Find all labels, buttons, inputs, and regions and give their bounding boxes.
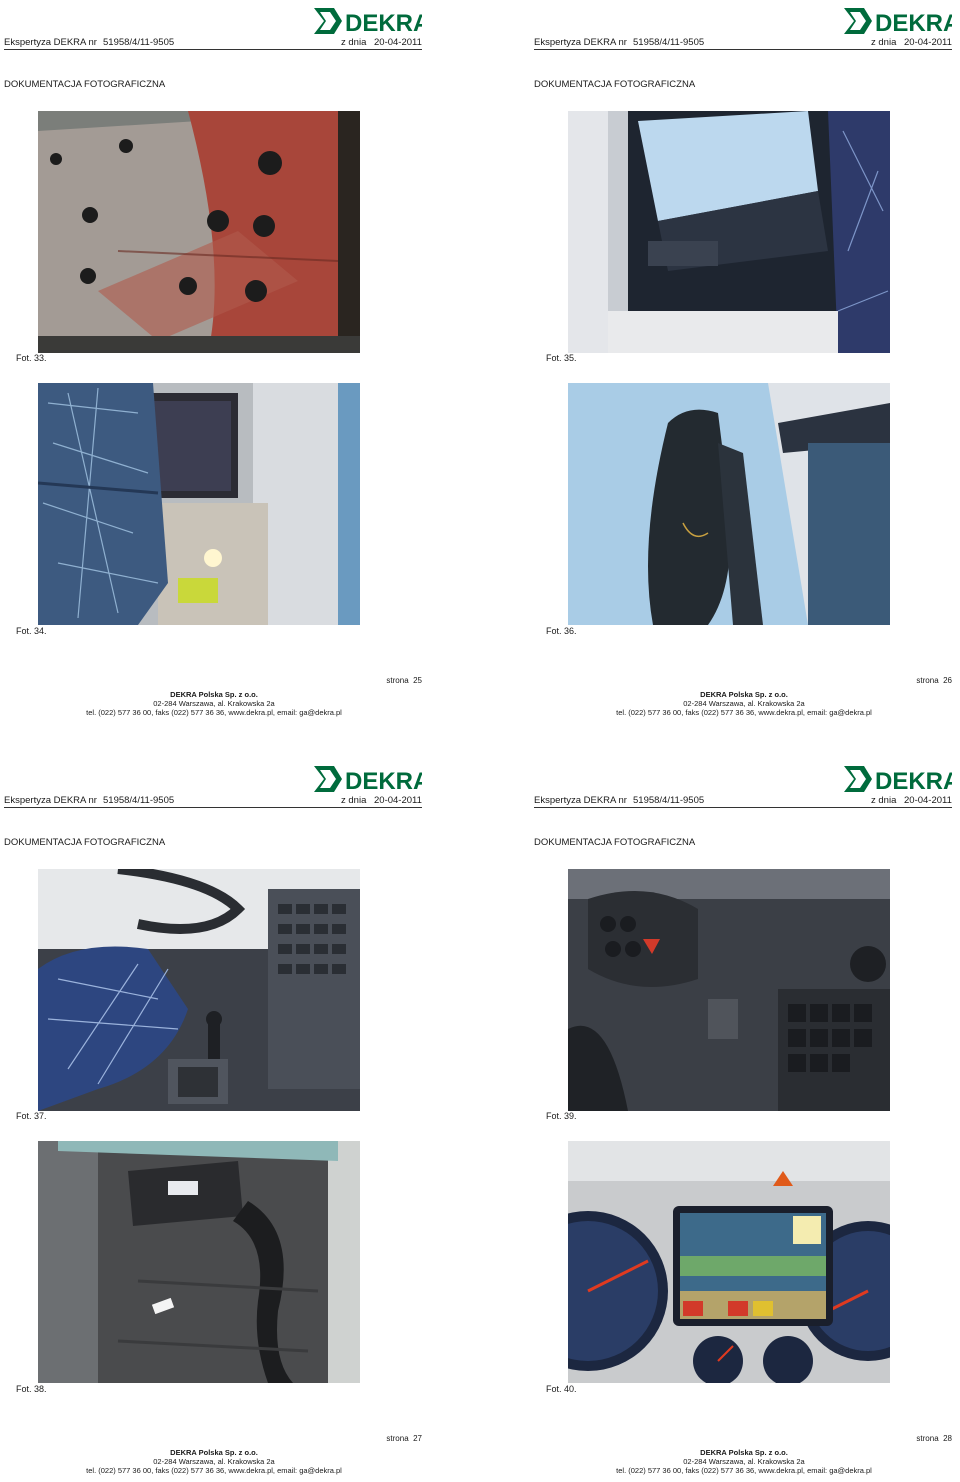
dekra-logo-icon [842,764,952,798]
photo-side-mirror [568,383,890,625]
photo-caption: Fot. 33. [16,353,47,363]
report-header [534,36,952,50]
date-label: z dnia [341,795,367,806]
photo-caption: Fot. 36. [546,626,577,636]
dekra-logo-icon [842,6,952,40]
photo-cab-interior-seat [38,383,360,625]
page-number: strona 28 [916,1434,952,1443]
dekra-logo-icon [312,6,422,40]
report-label: Ekspertyza DEKRA nr [534,37,627,48]
photo-driver-seat-controls [38,869,360,1111]
report-label: Ekspertyza DEKRA nr [4,795,97,806]
report-date: 20-04-2011 [374,37,422,48]
photo-caption: Fot. 40. [546,1384,577,1394]
company-contact: tel. (022) 577 36 00, faks (022) 577 36 36, www.dekra.pl, email: ga@dekra.pl [616,708,872,717]
photo-dashboard-switches [568,869,890,1111]
report-date: 20-04-2011 [904,37,952,48]
date-label: z dnia [871,37,897,48]
document-page [534,762,954,1482]
company-name: DEKRA Polska Sp. z o.o. [700,1448,788,1457]
photo-caption: Fot. 38. [16,1384,47,1394]
dekra-logo-icon [312,764,422,798]
photo-floor-heater [38,1141,360,1383]
company-contact: tel. (022) 577 36 00, faks (022) 577 36 36, www.dekra.pl, email: ga@dekra.pl [616,1466,872,1475]
document-page [4,4,424,724]
company-name: DEKRA Polska Sp. z o.o. [170,1448,258,1457]
company-name: DEKRA Polska Sp. z o.o. [700,690,788,699]
report-label: Ekspertyza DEKRA nr [4,37,97,48]
report-header [4,36,422,50]
photo-cab-door-open [568,111,890,353]
company-address: 02-284 Warszawa, al. Krakowska 2a [153,1457,275,1466]
report-number: 51958/4/11-9505 [103,795,175,806]
report-number: 51958/4/11-9505 [103,37,175,48]
company-address: 02-284 Warszawa, al. Krakowska 2a [683,1457,805,1466]
page-number: strona 25 [386,676,422,685]
company-contact: tel. (022) 577 36 00, faks (022) 577 36 36, www.dekra.pl, email: ga@dekra.pl [86,708,342,717]
photo-caption: Fot. 34. [16,626,47,636]
document-page [4,762,424,1482]
section-title: DOKUMENTACJA FOTOGRAFICZNA [4,837,166,848]
date-label: z dnia [341,37,367,48]
section-title: DOKUMENTACJA FOTOGRAFICZNA [534,79,696,90]
section-title: DOKUMENTACJA FOTOGRAFICZNA [534,837,696,848]
photo-caption: Fot. 37. [16,1111,47,1121]
photo-instrument-cluster [568,1141,890,1383]
report-header [4,794,422,808]
company-footer [4,690,424,717]
section-title: DOKUMENTACJA FOTOGRAFICZNA [4,79,166,90]
report-number: 51958/4/11-9505 [633,795,705,806]
company-address: 02-284 Warszawa, al. Krakowska 2a [683,699,805,708]
company-contact: tel. (022) 577 36 00, faks (022) 577 36 36, www.dekra.pl, email: ga@dekra.pl [86,1466,342,1475]
company-address: 02-284 Warszawa, al. Krakowska 2a [153,699,275,708]
photo-rusty-frame [38,111,360,353]
photo-caption: Fot. 39. [546,1111,577,1121]
report-number: 51958/4/11-9505 [633,37,705,48]
report-date: 20-04-2011 [904,795,952,806]
document-page [534,4,954,724]
company-name: DEKRA Polska Sp. z o.o. [170,690,258,699]
photo-caption: Fot. 35. [546,353,577,363]
report-date: 20-04-2011 [374,795,422,806]
company-footer [534,690,954,717]
report-label: Ekspertyza DEKRA nr [534,795,627,806]
page-number: strona 26 [916,676,952,685]
report-header [534,794,952,808]
page-number: strona 27 [386,1434,422,1443]
date-label: z dnia [871,795,897,806]
